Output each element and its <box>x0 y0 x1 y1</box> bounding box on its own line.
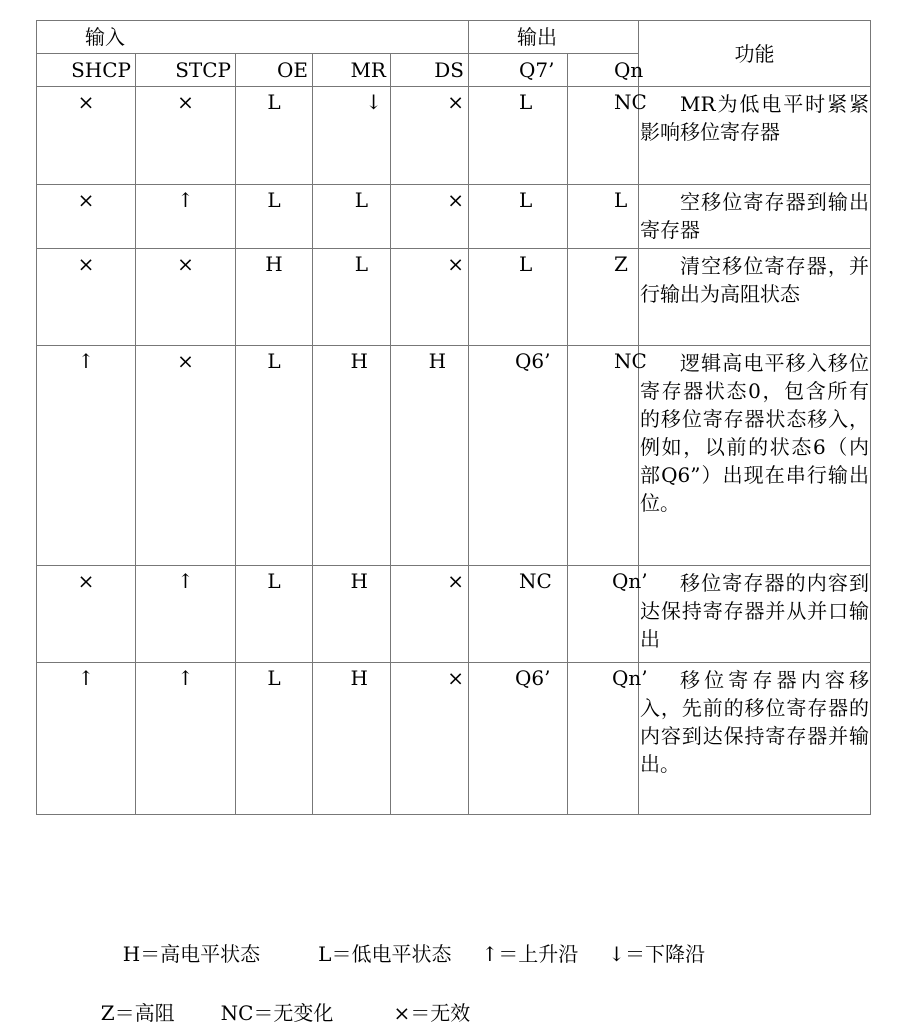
cell-ds: × <box>391 185 469 249</box>
legend-l: L＝低电平状态 <box>318 942 452 966</box>
cell-stcp: × <box>136 346 236 566</box>
legend-line-2 <box>88 973 470 1026</box>
legend-invalid: ×＝无效 <box>393 1001 471 1025</box>
cell-q7: L <box>469 87 568 185</box>
table-row <box>37 249 871 346</box>
cell-mr: L <box>313 249 391 346</box>
cell-stcp: ↑ <box>136 566 236 663</box>
cell-ds: × <box>391 566 469 663</box>
table-row <box>37 346 871 566</box>
legend-falling: ↓＝下降沿 <box>608 942 705 966</box>
cell-mr: ↓ <box>313 87 391 185</box>
cell-qn: Qn’ <box>568 566 639 663</box>
cell-shcp: × <box>37 249 136 346</box>
cell-qn: Z <box>568 249 639 346</box>
cell-stcp: ↑ <box>136 663 236 815</box>
cell-function: 移位寄存器的内容到达保持寄存器并从并口输出 <box>639 566 871 663</box>
cell-q7: NC <box>469 566 568 663</box>
cell-shcp: × <box>37 185 136 249</box>
cell-q7: Q6’ <box>469 346 568 566</box>
col-header-oe: OE <box>236 54 313 87</box>
legend-rising: ↑＝上升沿 <box>481 942 579 966</box>
col-header-shcp: SHCP <box>37 54 136 87</box>
cell-oe: L <box>236 87 313 185</box>
cell-oe: L <box>236 566 313 663</box>
cell-q7: Q6’ <box>469 663 568 815</box>
cell-oe: L <box>236 185 313 249</box>
cell-ds: × <box>391 87 469 185</box>
table-row <box>37 566 871 663</box>
cell-ds: H <box>391 346 469 566</box>
cell-stcp: × <box>136 87 236 185</box>
cell-ds: × <box>391 249 469 346</box>
col-header-qn: Qn <box>568 54 639 87</box>
group-header-row <box>37 21 871 54</box>
input-group-header: 输入 <box>37 21 469 54</box>
cell-mr: H <box>313 566 391 663</box>
legend-h: H＝高电平状态 <box>122 942 261 966</box>
cell-q7: L <box>469 249 568 346</box>
cell-function: 逻辑高电平移入移位寄存器状态0，包含所有的移位寄存器状态移入，例如，以前的状态6（内部Q6”）出现在串行输出位。 <box>639 346 871 566</box>
legend-z: Z＝高阻 <box>100 1001 175 1025</box>
cell-qn: NC <box>568 346 639 566</box>
cell-stcp: ↑ <box>136 185 236 249</box>
col-header-stcp: STCP <box>136 54 236 87</box>
cell-qn: NC <box>568 87 639 185</box>
cell-qn: Qn’ <box>568 663 639 815</box>
cell-q7: L <box>469 185 568 249</box>
cell-oe: L <box>236 663 313 815</box>
cell-function: 移位寄存器内容移入，先前的移位寄存器的内容到达保持寄存器并输出。 <box>639 663 871 815</box>
cell-shcp: ↑ <box>37 346 136 566</box>
table-row <box>37 87 871 185</box>
col-header-ds: DS <box>391 54 469 87</box>
function-header: 功能 <box>639 21 871 87</box>
cell-stcp: × <box>136 249 236 346</box>
cell-mr: H <box>313 346 391 566</box>
truth-table <box>36 20 871 815</box>
col-header-q7: Q7’ <box>469 54 568 87</box>
cell-function: 清空移位寄存器，并行输出为高阻状态 <box>639 249 871 346</box>
output-group-header: 输出 <box>469 21 639 54</box>
table-row <box>37 185 871 249</box>
cell-mr: H <box>313 663 391 815</box>
legend-nc: NC＝无变化 <box>220 1001 334 1025</box>
cell-shcp: ↑ <box>37 663 136 815</box>
cell-oe: H <box>236 249 313 346</box>
legend-line-1 <box>110 914 705 967</box>
cell-qn: L <box>568 185 639 249</box>
cell-oe: L <box>236 346 313 566</box>
cell-shcp: × <box>37 566 136 663</box>
cell-function: 空移位寄存器到输出寄存器 <box>639 185 871 249</box>
col-header-mr: MR <box>313 54 391 87</box>
cell-mr: L <box>313 185 391 249</box>
table-row <box>37 663 871 815</box>
cell-shcp: × <box>37 87 136 185</box>
cell-ds: × <box>391 663 469 815</box>
cell-function: MR为低电平时紧紧影响移位寄存器 <box>639 87 871 185</box>
